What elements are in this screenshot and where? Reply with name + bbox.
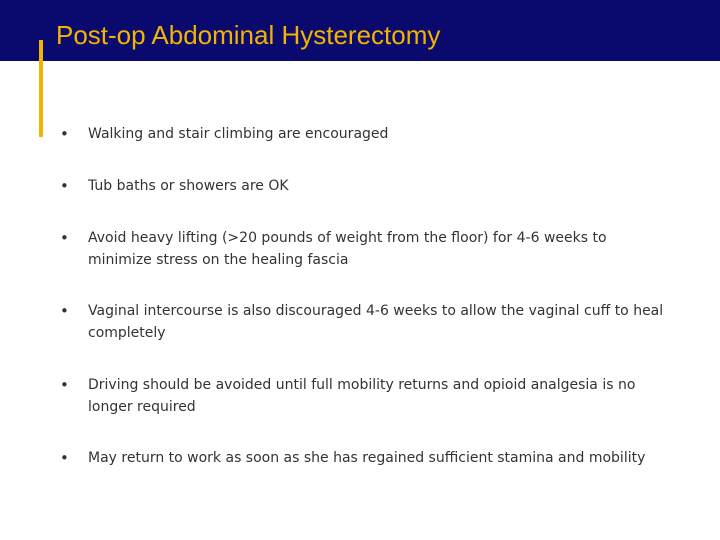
accent-line [39,40,43,137]
bullet-dot: • [60,376,69,394]
bullet-text: May return to work as soon as she has regained sufficient stamina and mobility [88,450,646,466]
bullet-dot: • [60,177,69,195]
bullet-dot: • [60,302,69,320]
bullet-text: Walking and stair climbing are encouraged [88,126,389,142]
bullet-text: Driving should be avoided until full mobility returns and opioid analgesia is no longer required [88,377,636,415]
bullet-dot: • [60,125,69,143]
bullet-text: Vaginal intercourse is also discouraged 4-6 weeks to allow the vaginal cuff to heal completely [88,303,664,341]
bullet-text: Avoid heavy lifting (>20 pounds of weight from the floor) for 4-6 weeks to minimize stress on the healing fascia [88,230,607,268]
bullet-dot: • [60,449,69,467]
bullet-text: Tub baths or showers are OK [88,178,289,194]
bullet-dot: • [60,229,69,247]
slide-title: Post-op Abdominal Hysterectomy [56,20,441,50]
